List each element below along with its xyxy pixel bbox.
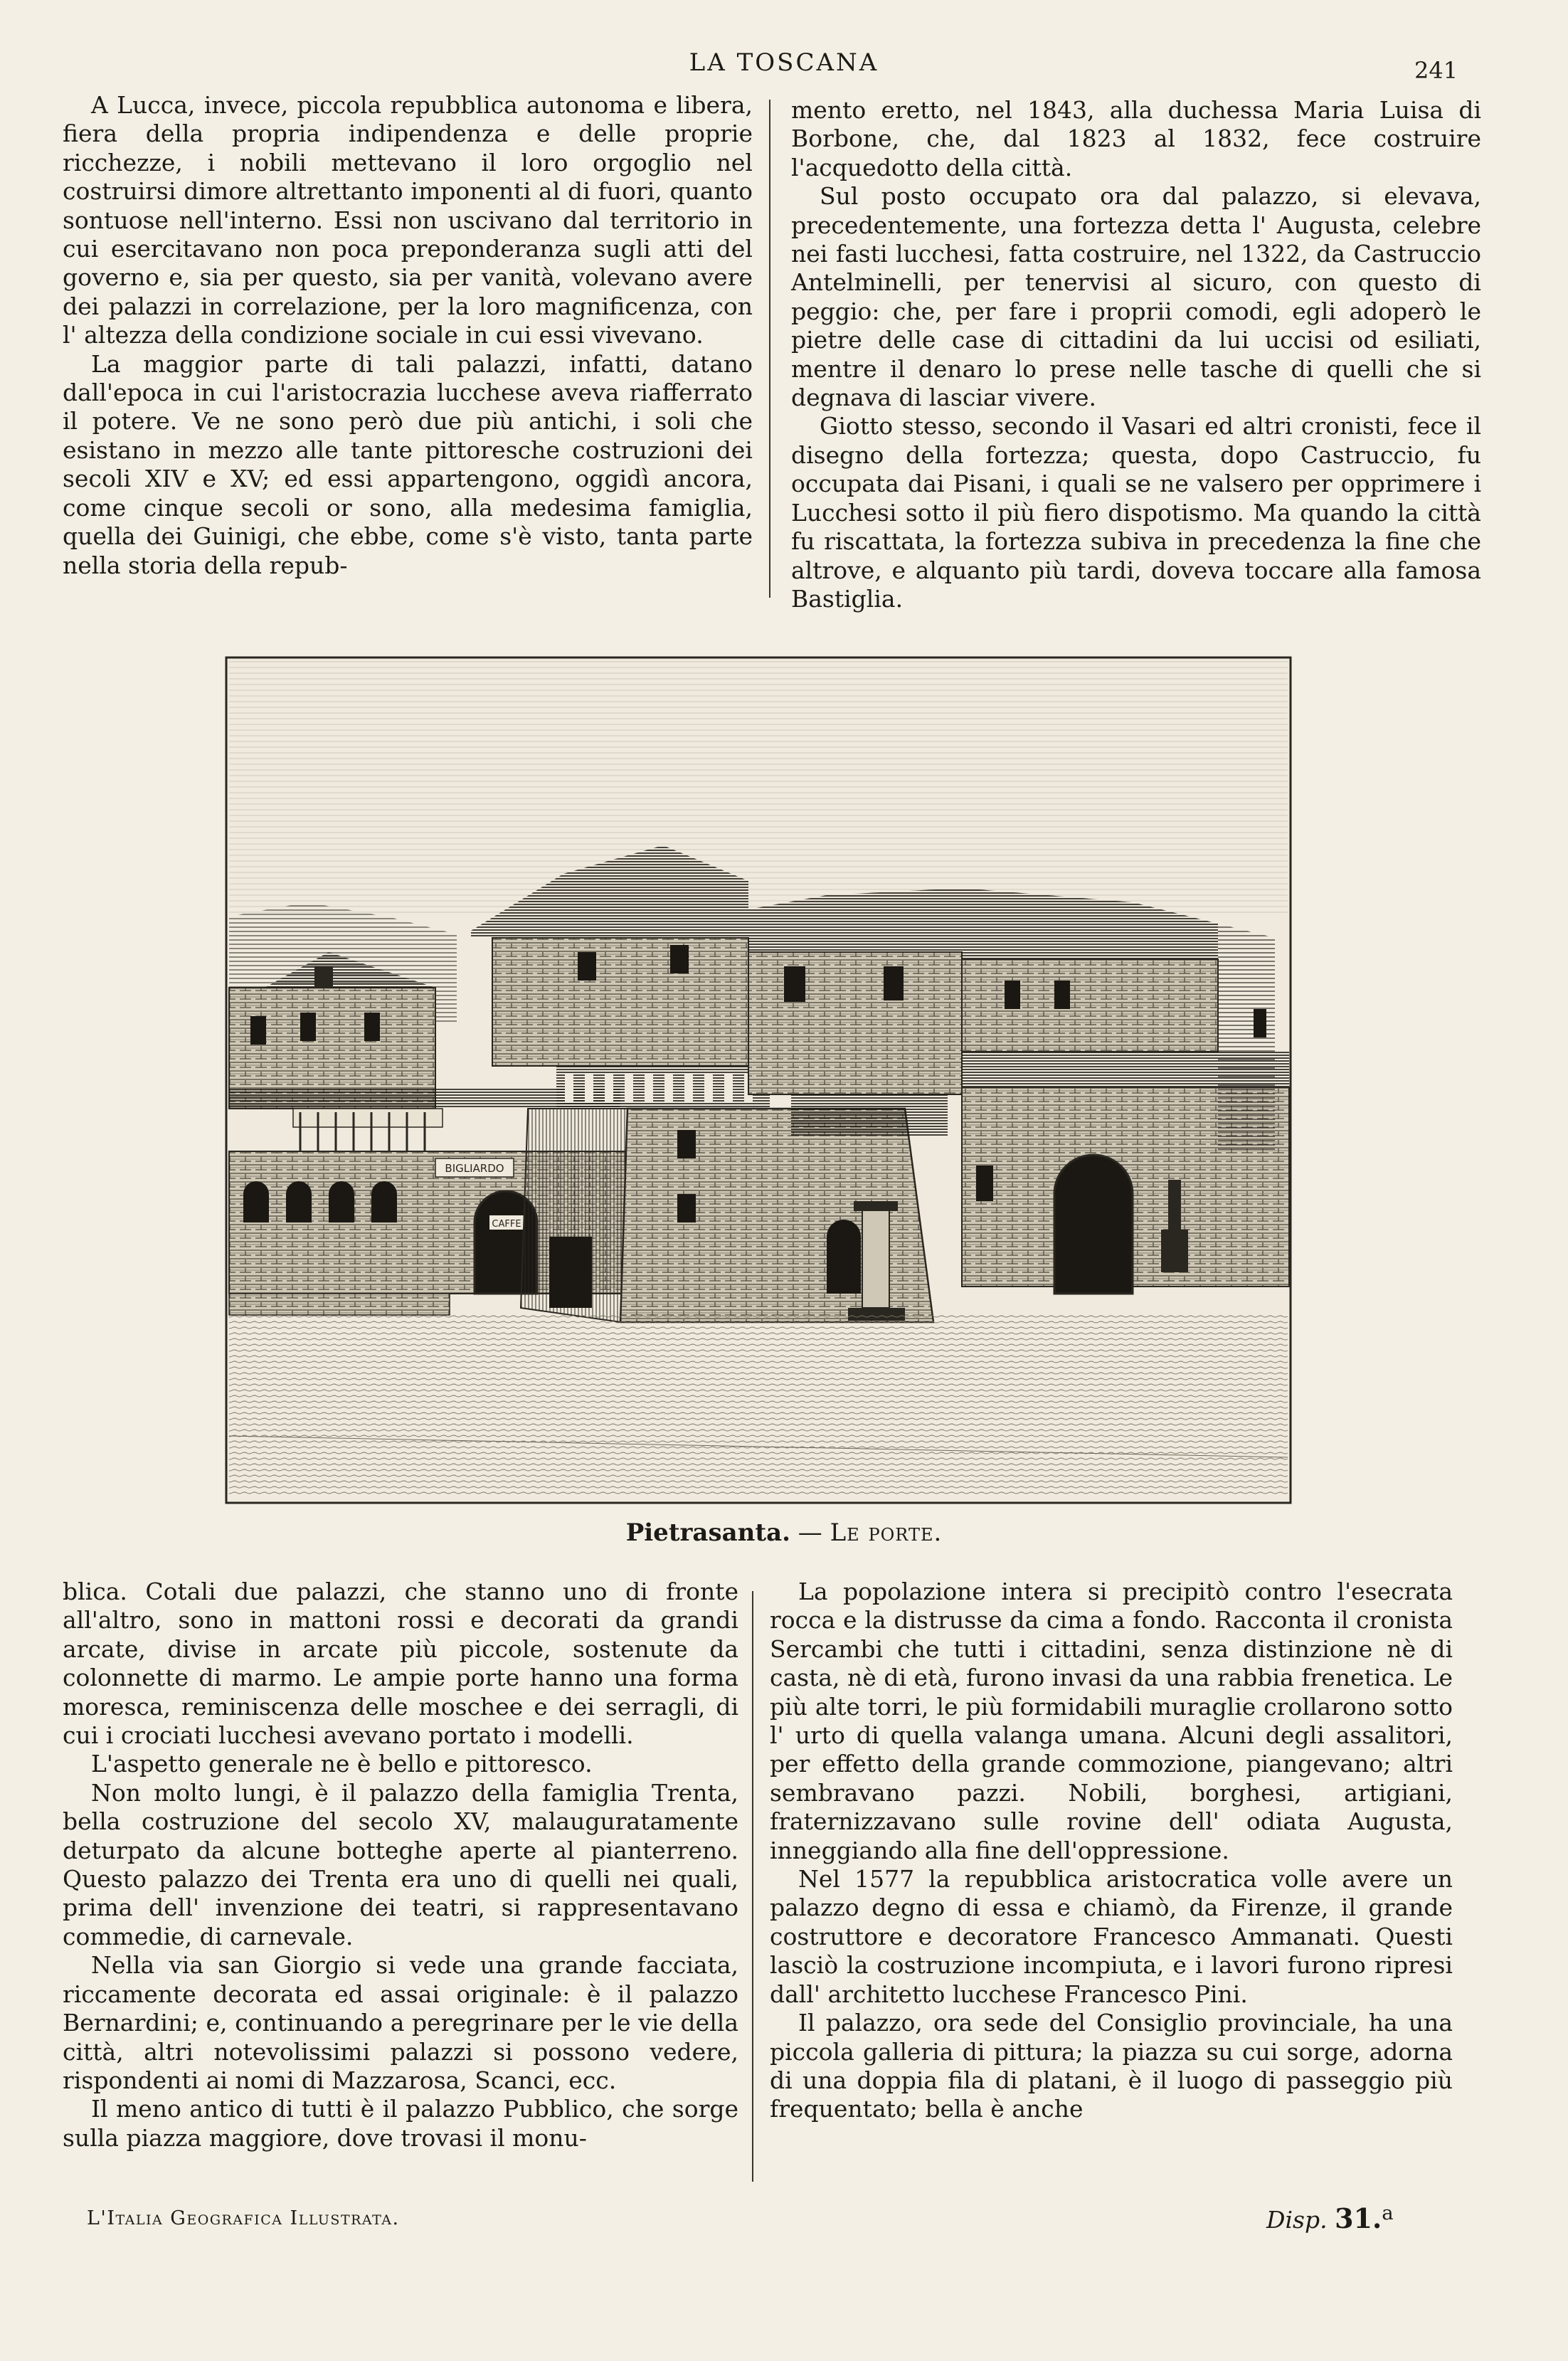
disp-superscript: a — [1382, 2202, 1394, 2224]
text-column-top-left — [63, 91, 753, 580]
paragraph: Il meno antico di tutti è il palazzo Pubblico, che sorge sulla piazza maggiore, dove trovasi il monu- — [63, 2095, 738, 2152]
paragraph: blica. Cotali due palazzi, che stanno uno di fronte all'altro, sono in mattoni rossi e decorati da grandi arcate, divise in arcate più piccole, sostenute da colonnette di marmo. Le ampie porte hanno una forma moresca, reminiscenza delle moschee e dei serragli, di cui i crociati lucchesi avevano portato i modelli. — [63, 1578, 738, 1750]
column-divider — [752, 1591, 753, 2182]
billiard-sign: BIGLIARDO — [445, 1162, 504, 1175]
right-gate-wing — [962, 888, 1289, 1294]
disp-label: Disp. — [1266, 2206, 1328, 2234]
text-column-bottom-left — [63, 1578, 738, 2153]
figure-caption — [0, 1518, 1568, 1547]
paragraph: Sul posto occupato ora dal palazzo, si elevava, precedentemente, una fortezza detta l' Augusta, celebre nei fasti lucchesi, fatta costruire, nel 1322, da Castruccio Antelminelli, per tenervisi al sicuro, con questo di peggio: che, per fare i proprii comodi, egli adoperò le pietre delle case di cittadini da lui uccisi od esiliati, mentre il denaro lo prese nelle tasche di quelli che si degnava di lasciar vivere. — [791, 182, 1481, 412]
paragraph: Non molto lungi, è il palazzo della famiglia Trenta, bella costruzione del secolo XV, malauguratamente deturpato da alcune botteghe aperte al pianterreno. Questo palazzo dei Trenta era uno di quelli nei quali, prima dell' invenzione dei teatri, si rappresentavano commedie, di carnevale. — [63, 1778, 738, 1950]
text-column-top-right — [791, 96, 1481, 613]
cafe-sign: CAFFE — [492, 1219, 521, 1230]
page-number: 241 — [1414, 57, 1458, 84]
caption-subject: Le porte. — [830, 1518, 943, 1547]
text-column-bottom-right — [770, 1578, 1453, 2124]
paragraph: mento eretto, nel 1843, alla duchessa Maria Luisa di Borbone, che, dal 1823 al 1832, fece costruire l'acquedotto della città. — [791, 96, 1481, 181]
engraving-illustration — [222, 653, 1295, 1507]
paragraph: Nel 1577 la repubblica aristocratica volle avere un palazzo degno di essa e chiamò, da Firenze, il grande costruttore e decoratore Francesco Ammanati. Questi lasciò la costruzione incompiuta, e i lavori furono ripresi dall' architetto lucchese Francesco Pini. — [770, 1865, 1453, 2008]
dispensa-number — [1266, 2202, 1394, 2234]
publication-footer: L'Italia Geografica Illustrata. — [87, 2207, 400, 2229]
paragraph: Il palazzo, ora sede del Consiglio provinciale, ha una piccola galleria di pittura; la piazza su cui sorge, adorna di una doppia fila di platani, è il luogo di passeggio più frequentato; bella è anche — [770, 2009, 1453, 2123]
paragraph: Nella via san Giorgio si vede una grande facciata, riccamente decorata ed assai originale: è il palazzo Bernardini; e, continuando a peregrinare per le vie della città, altri notevolissimi palazzi si possono vedere, rispondenti ai nomi di Mazzarosa, Scanci, ecc. — [63, 1951, 738, 2094]
caption-place: Pietrasanta. — [625, 1518, 790, 1547]
column-divider — [769, 100, 770, 598]
paragraph: Giotto stesso, secondo il Vasari ed altri cronisti, fece il disegno della fortezza; questa, dopo Castruccio, fu occupata dai Pisani, i quali se ne valsero per opprimere i Lucchesi sotto il più fiero dispotismo. Ma quando la città fu riscattata, la fortezza subiva in precedenza la fine che altrove, e alquanto più tardi, doveva toccare alla famosa Bastiglia. — [791, 412, 1481, 613]
caption-separator: — — [790, 1518, 830, 1547]
paragraph: A Lucca, invece, piccola repubblica autonoma e libera, fiera della propria indipendenza e delle proprie ricchezze, i nobili mettevano il loro orgoglio nel costruirsi dimore altrettanto imponenti al di fuori, quanto sontuose nell'interno. Essi non uscivano dal territorio in cui esercitavano non poca preponderanza sugli atti del governo e, sia per questo, sia per vanità, volevano avere dei palazzi in correlazione, per la loro magnificenza, con l' altezza della condizione sociale in cui essi vivevano. — [63, 91, 753, 349]
disp-number: 31. — [1335, 2202, 1382, 2234]
paragraph: La popolazione intera si precipitò contro l'esecrata rocca e la distrusse da cima a fondo. Racconta il cronista Sercambi che tutti i cittadini, senza distinzione nè di casta, nè di età, furono invasi da una rabbia frenetica. Le più alte torri, le più formidabili muraglie crollarono sotto l' urto di quella valanga umana. Alcuni degli assalitori, per effetto della grande commozione, piangevano; altri sembravano pazzi. Nobili, borghesi, artigiani, fraternizzavano sulle rovine dell' odiata Augusta, inneggiando alla fine dell'oppressione. — [770, 1578, 1453, 1864]
paragraph: L'aspetto generale ne è bello e pittoresco. — [91, 1750, 593, 1778]
running-header: LA TOSCANA — [689, 48, 879, 77]
paragraph: La maggior parte di tali palazzi, infatti, datano dall'epoca in cui l'aristocrazia lucchese aveva riafferrato il potere. Ve ne sono però due più antichi, i soli che esistano in mezzo alle tante pittoresche costruzioni dei secoli XIV e XV; ed essi appartengono, oggidì ancora, come cinque secoli or sono, alla medesima famiglia, quella dei Guinigi, che ebbe, come s'è visto, tanta parte nella storia della repub- — [63, 349, 753, 579]
